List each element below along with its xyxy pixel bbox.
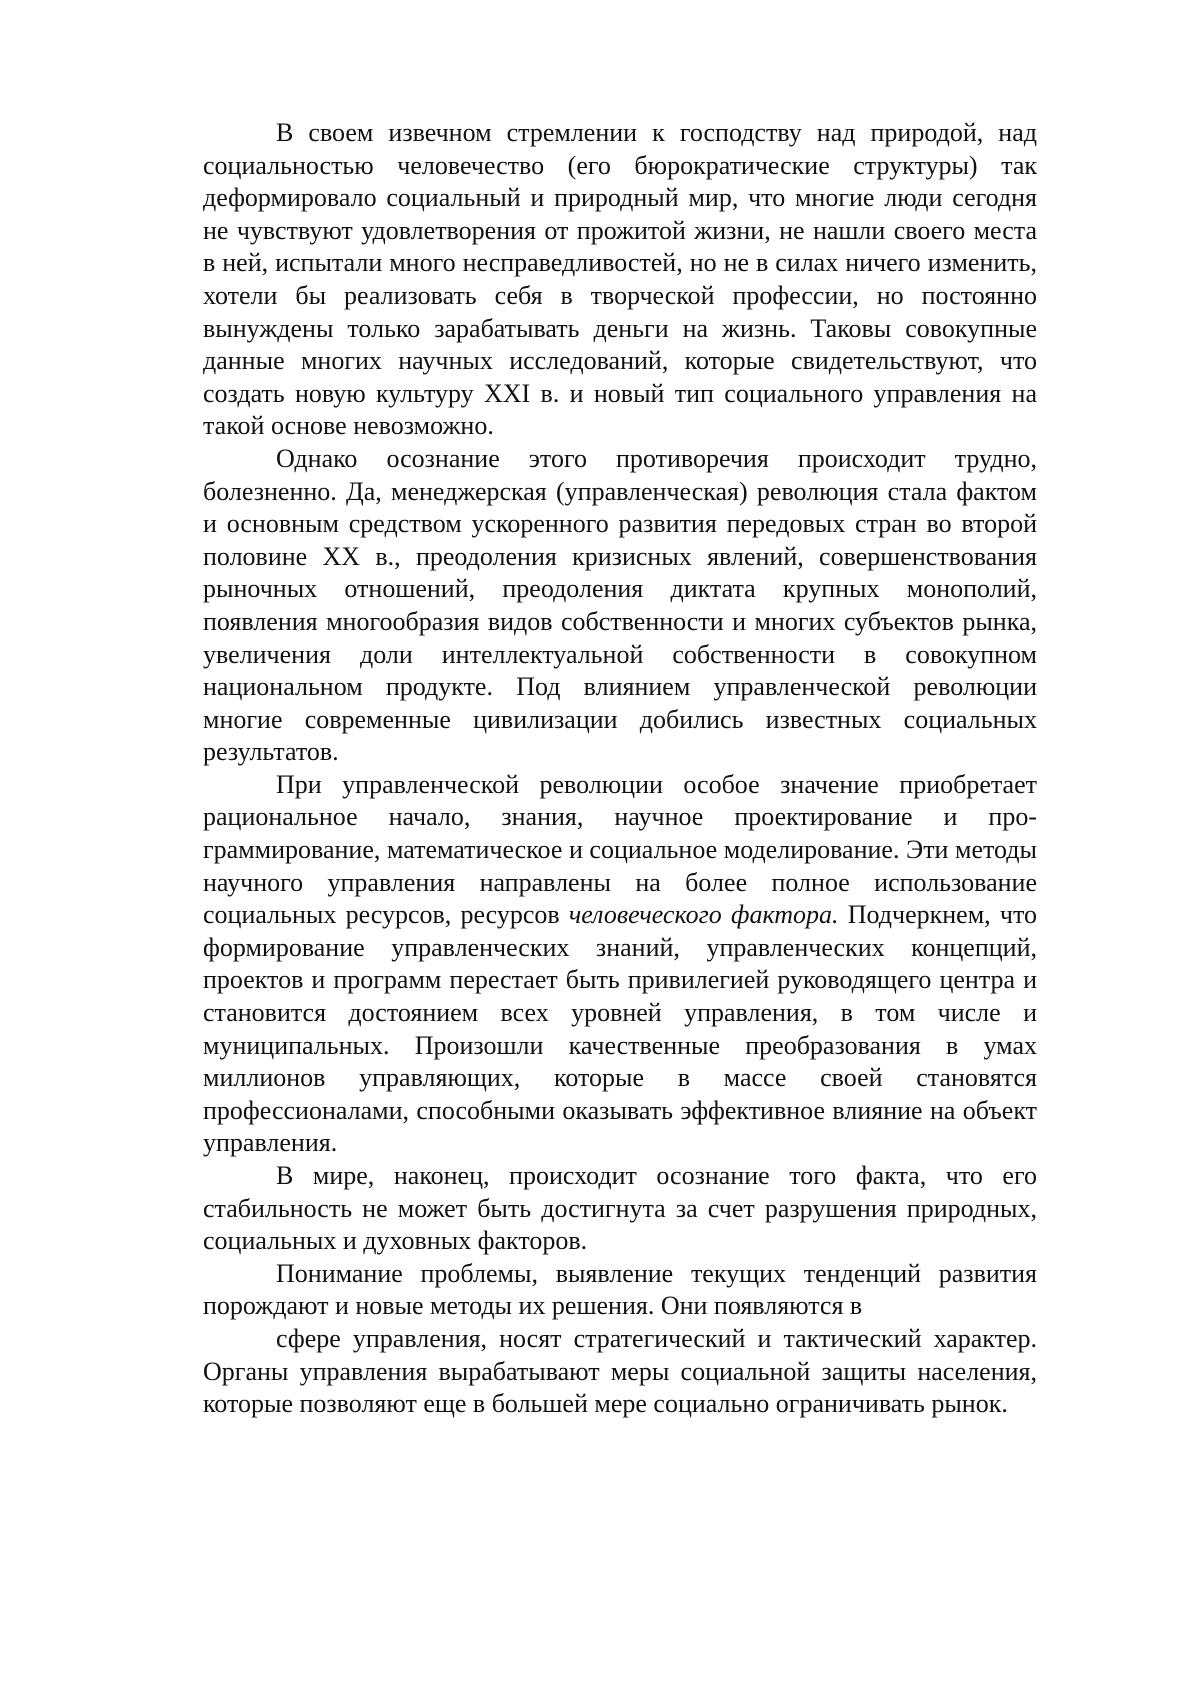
document-page — [203, 117, 1037, 1421]
paragraph-2: Однако осознание этого противоречия происходит трудно, болезненно. Да, менеджерская (управленческая) революция стала фактом и основным средством ускоренного развития передовых стран во второй половине XX в., преодоления кризисных явлений, совершенствования рыночных отношений, преодоления диктата крупных монополий, появления многообразия видов собственности и многих субъектов рынка, увеличения доли интеллектуальной собственности в совокупном национальном продукте. Под влиянием управленческой революции многие современные цивилизации добились известных социальных результатов. — [203, 443, 1037, 767]
paragraph-6: сфере управления, носят стратегический и тактический характер. Органы управления вырабатывают меры социальной защиты населения, которые позволяют еще в большей мере социально ограничивать рынок. — [203, 1323, 1037, 1419]
paragraph-3-emphasis: человеческого фактора. — [568, 900, 839, 930]
paragraph-1: В своем извечном стремлении к господству над природой, над социальностью человечество (его бюрократические структуры) так деформировало социальный и природный мир, что многие люди сегодня не чувствуют удовлетворения от прожитой жизни, не нашли своего места в ней, испытали много несправедливостей, но не в силах ничего изменить, хотели бы реализовать себя в творческой профессии, но постоянно вынуждены только зарабатывать деньги на жизнь. Таковы совокупные данные многих научных исследований, которые свидетельствуют, что создать новую культуру XXI в. и новый тип социального управления на такой основе невозможно. — [203, 118, 1037, 441]
paragraph-4: В мире, наконец, происходит осознание того факта, что его стабильность не может быть достигнута за счет разрушения природных, социальных и духовных факторов. — [203, 1161, 1037, 1256]
paragraph-5: Понимание проблемы, выявление текущих тенденций развития порождают и новые методы их решения. Они появляются в — [203, 1258, 1037, 1321]
paragraph-3-text-before: При управленческой революции особое значение приобретает рациональное начало, знания, научное проектирование и программирование, математическое и социальное моделирование. Эти методы научного управления направлены на более полное использование социальных ресурсов, ресурсов — [203, 769, 1037, 930]
paragraph-3-text-after: Подчеркнем, что формирование управленческих знаний, управленческих концепций, проектов и программ перестает быть привилегией руководящего центра и становится достоянием всех уровней управления, в том числе и муниципальных. Произошли качественные преобразования в умах миллионов управляющих, которые в массе своей становятся профессионалами, способными оказывать эффективное влияние на объект управления. — [203, 900, 1037, 1158]
paragraph-3 — [203, 769, 1037, 1160]
